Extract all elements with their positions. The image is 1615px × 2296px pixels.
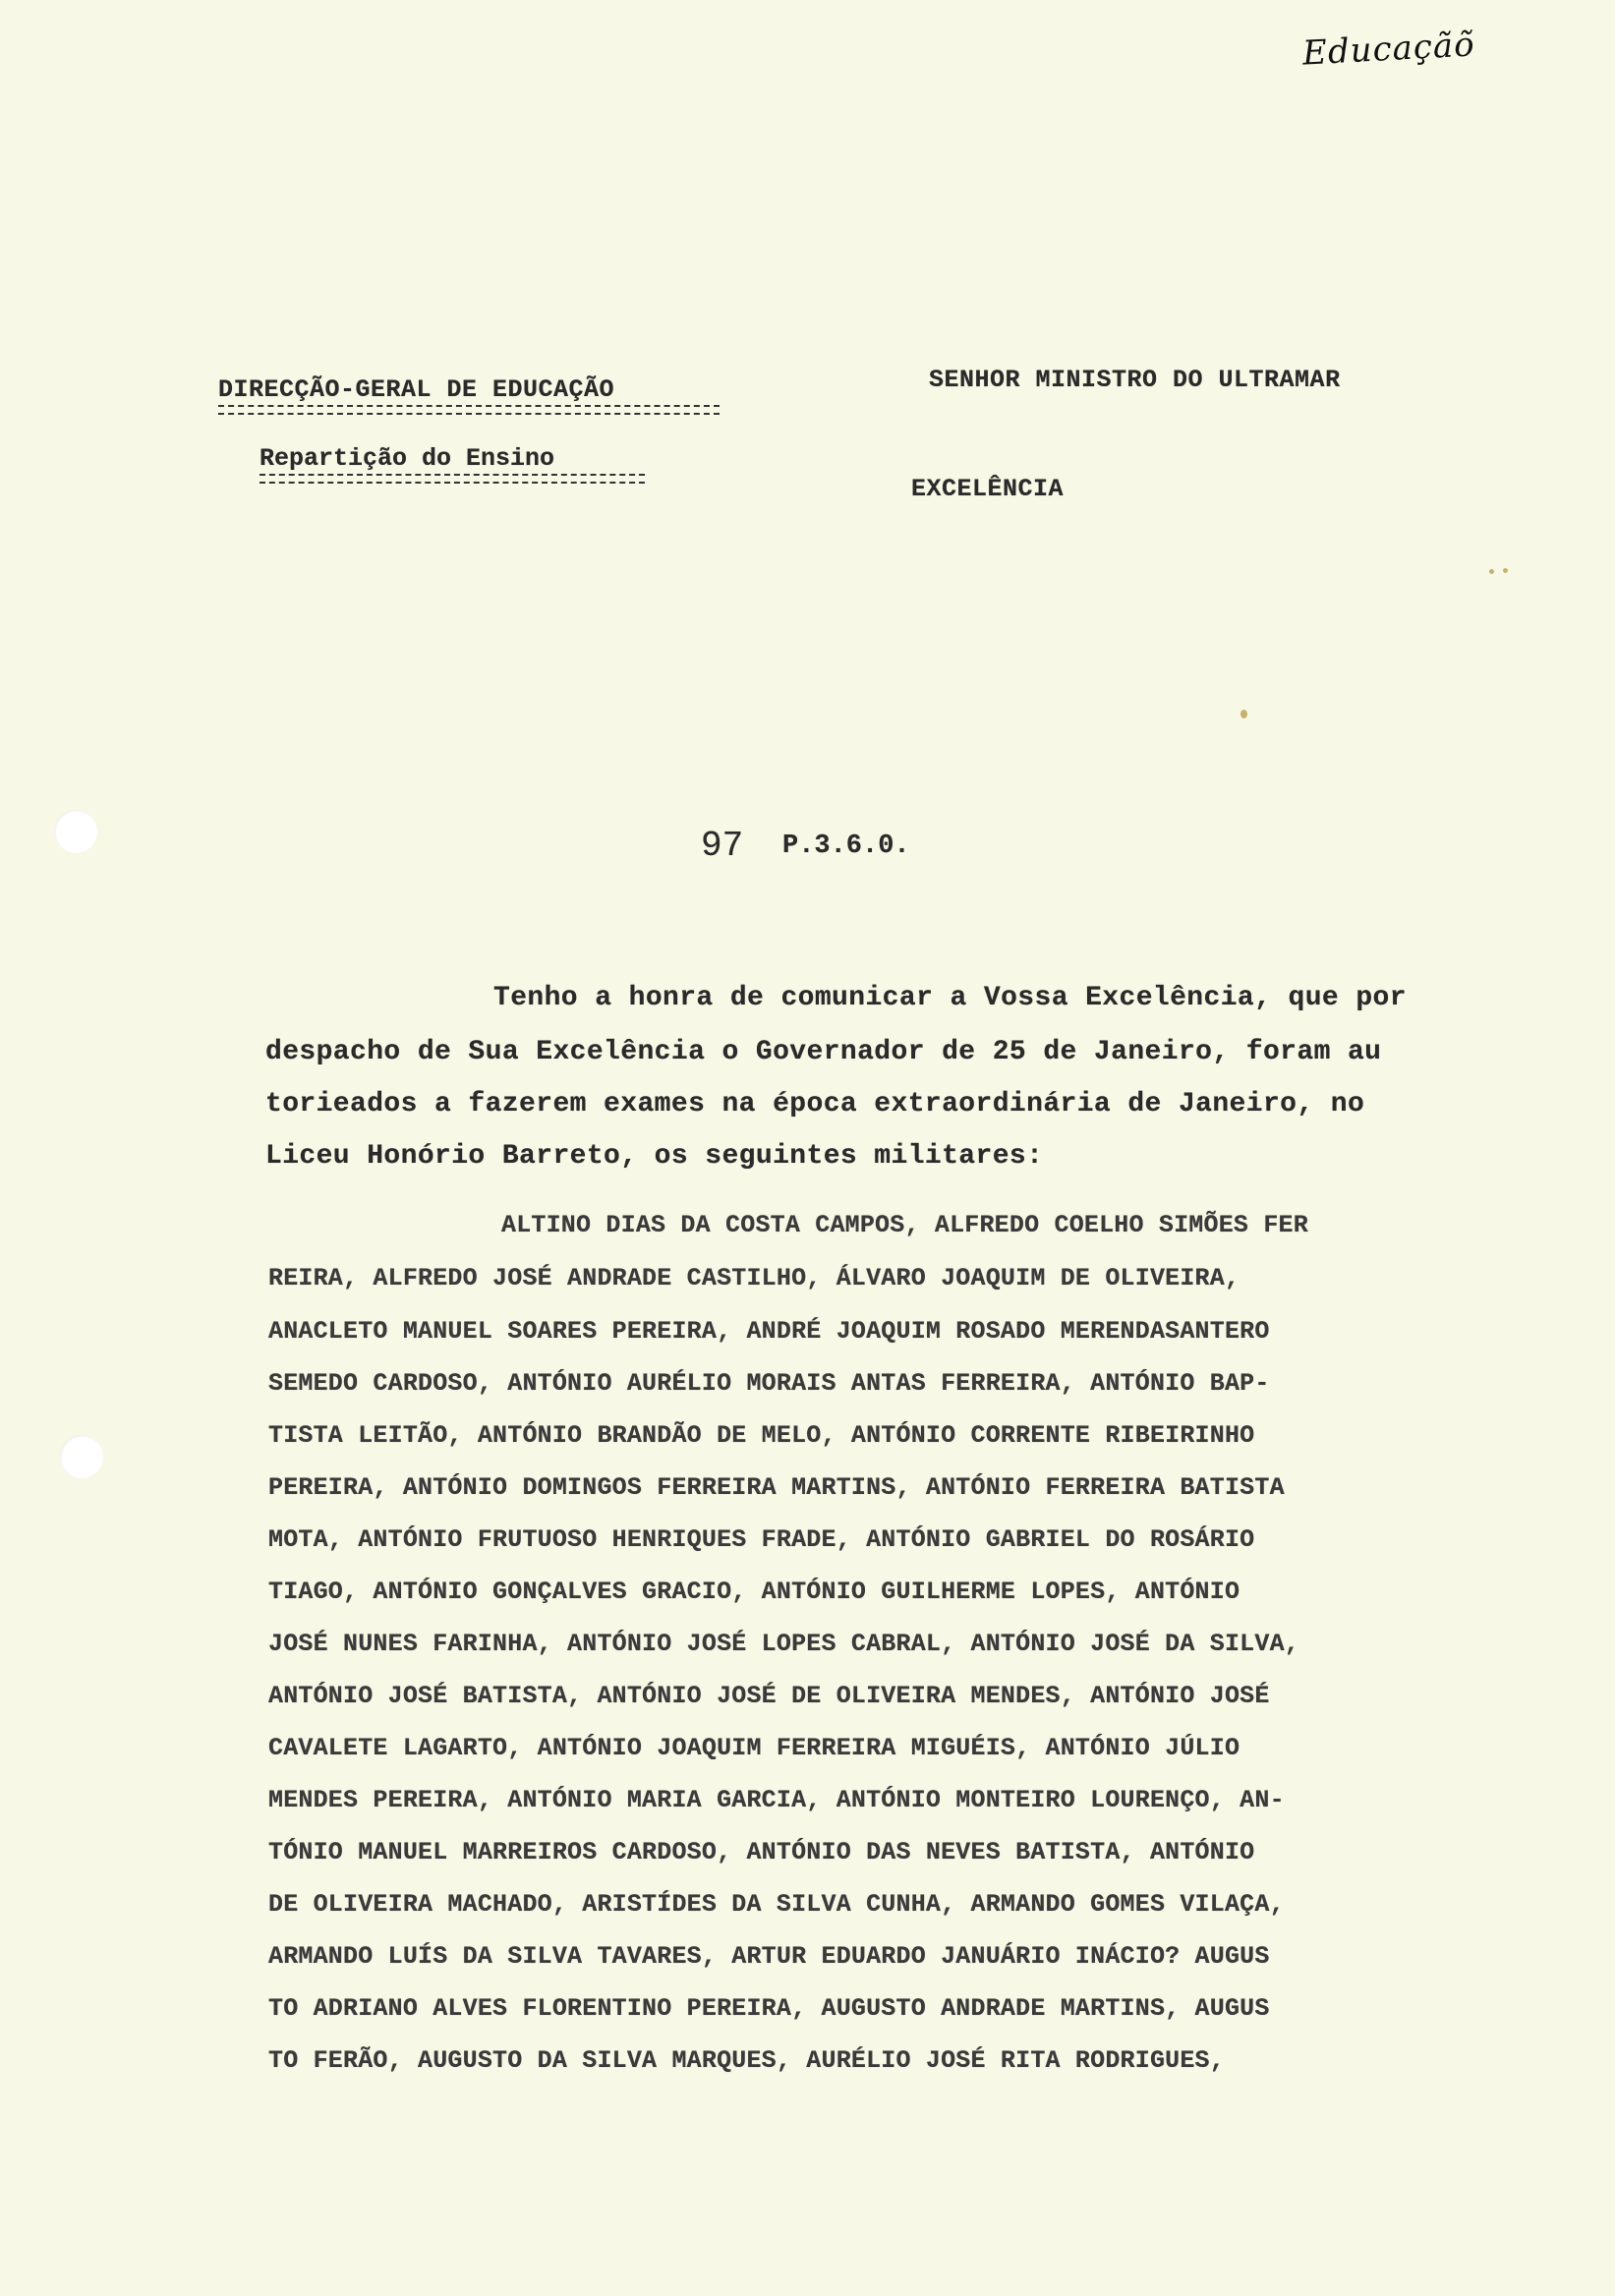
names-line: MOTA, ANTÓNIO FRUTUOSO HENRIQUES FRADE, ANTÓNIO GABRIEL DO ROSÁRIO: [268, 1525, 1255, 1554]
names-line: ARMANDO LUÍS DA SILVA TAVARES, ARTUR EDUARDO JANUÁRIO INÁCIO? AUGUS: [268, 1942, 1270, 1971]
reference-number: 97: [701, 826, 744, 866]
addressee-line: SENHOR MINISTRO DO ULTRAMAR: [929, 366, 1341, 394]
body-line: Liceu Honório Barreto, os seguintes militares:: [265, 1141, 1044, 1172]
names-line: REIRA, ALFREDO JOSÉ ANDRADE CASTILHO, ÁLVARO JOAQUIM DE OLIVEIRA,: [268, 1264, 1240, 1292]
reference-code: P.3.6.0.: [782, 832, 910, 861]
names-line: ALTINO DIAS DA COSTA CAMPOS, ALFREDO COELHO SIMÕES FER: [501, 1211, 1308, 1239]
paper-speck: [1503, 568, 1508, 573]
paper-speck: [1489, 569, 1494, 574]
body-line: Tenho a honra de comunicar a Vossa Excelência, que por: [493, 983, 1407, 1013]
names-line: PEREIRA, ANTÓNIO DOMINGOS FERREIRA MARTINS, ANTÓNIO FERREIRA BATISTA: [268, 1473, 1285, 1502]
names-line: JOSÉ NUNES FARINHA, ANTÓNIO JOSÉ LOPES CABRAL, ANTÓNIO JOSÉ DA SILVA,: [268, 1630, 1299, 1658]
handwritten-margin-note: Educaçãõ: [1301, 25, 1476, 74]
names-line: TO FERÃO, AUGUSTO DA SILVA MARQUES, AURÉLIO JOSÉ RITA RODRIGUES,: [268, 2046, 1225, 2075]
names-line: TIAGO, ANTÓNIO GONÇALVES GRACIO, ANTÓNIO GUILHERME LOPES, ANTÓNIO: [268, 1578, 1240, 1606]
department-double-underline: [218, 405, 720, 415]
punch-hole-top: [54, 810, 97, 853]
section-double-underline: [260, 474, 645, 484]
names-line: DE OLIVEIRA MACHADO, ARISTÍDES DA SILVA CUNHA, ARMANDO GOMES VILAÇA,: [268, 1890, 1285, 1919]
punch-hole-bottom: [60, 1435, 103, 1478]
names-line: MENDES PEREIRA, ANTÓNIO MARIA GARCIA, ANTÓNIO MONTEIRO LOURENÇO, AN-: [268, 1786, 1285, 1814]
names-line: CAVALETE LAGARTO, ANTÓNIO JOAQUIM FERREIRA MIGUÉIS, ANTÓNIO JÚLIO: [268, 1734, 1240, 1762]
names-line: SEMEDO CARDOSO, ANTÓNIO AURÉLIO MORAIS ANTAS FERREIRA, ANTÓNIO BAP-: [268, 1369, 1270, 1398]
section-heading: Repartição do Ensino: [260, 444, 555, 473]
department-heading: DIRECÇÃO-GERAL DE EDUCAÇÃO: [218, 375, 615, 404]
names-line: TISTA LEITÃO, ANTÓNIO BRANDÃO DE MELO, ANTÓNIO CORRENTE RIBEIRINHO: [268, 1421, 1255, 1450]
paper-speck: [1240, 710, 1247, 718]
names-line: TÓNIO MANUEL MARREIROS CARDOSO, ANTÓNIO DAS NEVES BATISTA, ANTÓNIO: [268, 1838, 1255, 1866]
body-line: torieados a fazerem exames na época extraordinária de Janeiro, no: [265, 1089, 1365, 1119]
names-line: TO ADRIANO ALVES FLORENTINO PEREIRA, AUGUSTO ANDRADE MARTINS, AUGUS: [268, 1994, 1270, 2023]
names-line: ANACLETO MANUEL SOARES PEREIRA, ANDRÉ JOAQUIM ROSADO MERENDASANTERO: [268, 1317, 1270, 1346]
names-line: ANTÓNIO JOSÉ BATISTA, ANTÓNIO JOSÉ DE OLIVEIRA MENDES, ANTÓNIO JOSÉ: [268, 1682, 1270, 1710]
body-line: despacho de Sua Excelência o Governador de 25 de Janeiro, foram au: [265, 1037, 1382, 1067]
salutation-line: EXCELÊNCIA: [911, 475, 1065, 503]
